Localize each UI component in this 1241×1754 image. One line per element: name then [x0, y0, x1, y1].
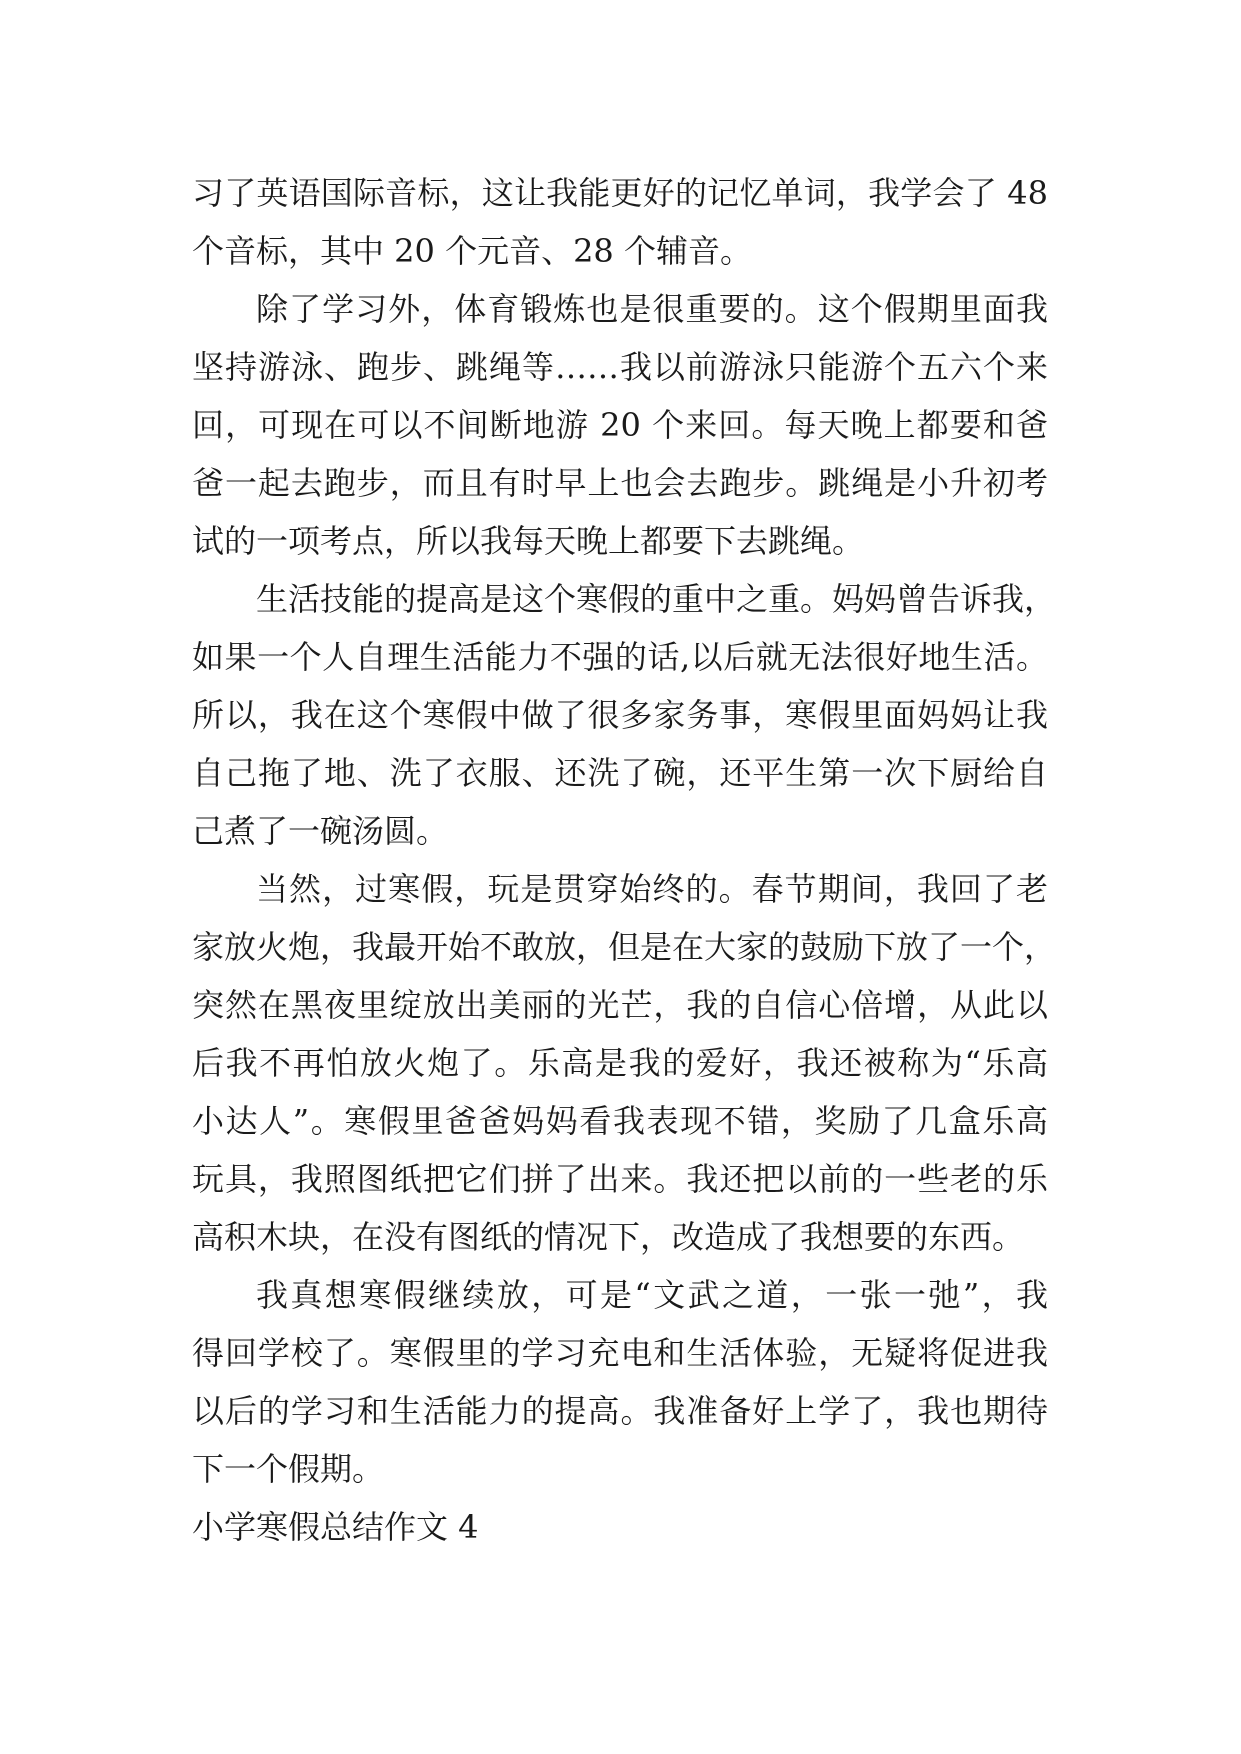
document-body [192, 164, 1057, 1556]
paragraph-line: 如果一个人自理生活能力不强的话,以后就无法很好地生活。 [192, 638, 1048, 676]
section-heading: 小学寒假总结作文 4 [192, 1508, 479, 1546]
paragraph-line: 突然在黑夜里绽放出美丽的光芒，我的自信心倍增，从此以 [192, 986, 1048, 1024]
paragraph-line: 生活技能的提高是这个寒假的重中之重。妈妈曾告诉我， [256, 580, 1057, 618]
paragraph-line: 下一个假期。 [192, 1450, 385, 1488]
paragraph-line: 爸一起去跑步，而且有时早上也会去跑步。跳绳是小升初考 [192, 464, 1048, 502]
paragraph-line: 回，可现在可以不间断地游 20 个来回。每天晚上都要和爸 [192, 406, 1048, 444]
paragraph-line: 自己拖了地、洗了衣服、还洗了碗，还平生第一次下厨给自 [192, 754, 1048, 792]
paragraph-line: 以后的学习和生活能力的提高。我准备好上学了，我也期待 [192, 1392, 1048, 1430]
paragraph-line: 试的一项考点，所以我每天晚上都要下去跳绳。 [192, 522, 865, 560]
paragraph-line: 玩具，我照图纸把它们拼了出来。我还把以前的一些老的乐 [192, 1160, 1048, 1198]
paragraph-line: 个音标，其中 20 个元音、28 个辅音。 [192, 232, 752, 270]
paragraph-line: 除了学习外，体育锻炼也是很重要的。这个假期里面我 [256, 290, 1048, 328]
paragraph-line: 我真想寒假继续放，可是“文武之道，一张一弛”，我 [256, 1276, 1048, 1314]
paragraph-line: 己煮了一碗汤圆。 [192, 812, 449, 850]
paragraph-line: 得回学校了。寒假里的学习充电和生活体验，无疑将促进我 [192, 1334, 1048, 1372]
paragraph-line: 坚持游泳、跑步、跳绳等……我以前游泳只能游个五六个来 [192, 348, 1048, 386]
paragraph-line: 习了英语国际音标，这让我能更好的记忆单词，我学会了 48 [192, 174, 1048, 212]
paragraph-line: 后我不再怕放火炮了。乐高是我的爱好，我还被称为“乐高 [192, 1044, 1048, 1082]
paragraph-line: 所以，我在这个寒假中做了很多家务事，寒假里面妈妈让我 [192, 696, 1048, 734]
paragraph-line: 小达人”。寒假里爸爸妈妈看我表现不错，奖励了几盒乐高 [192, 1102, 1048, 1140]
paragraph-line: 家放火炮，我最开始不敢放，但是在大家的鼓励下放了一个， [192, 928, 1057, 966]
paragraph-line: 高积木块，在没有图纸的情况下，改造成了我想要的东西。 [192, 1218, 1025, 1256]
paragraph-line: 当然，过寒假，玩是贯穿始终的。春节期间，我回了老 [256, 870, 1048, 908]
